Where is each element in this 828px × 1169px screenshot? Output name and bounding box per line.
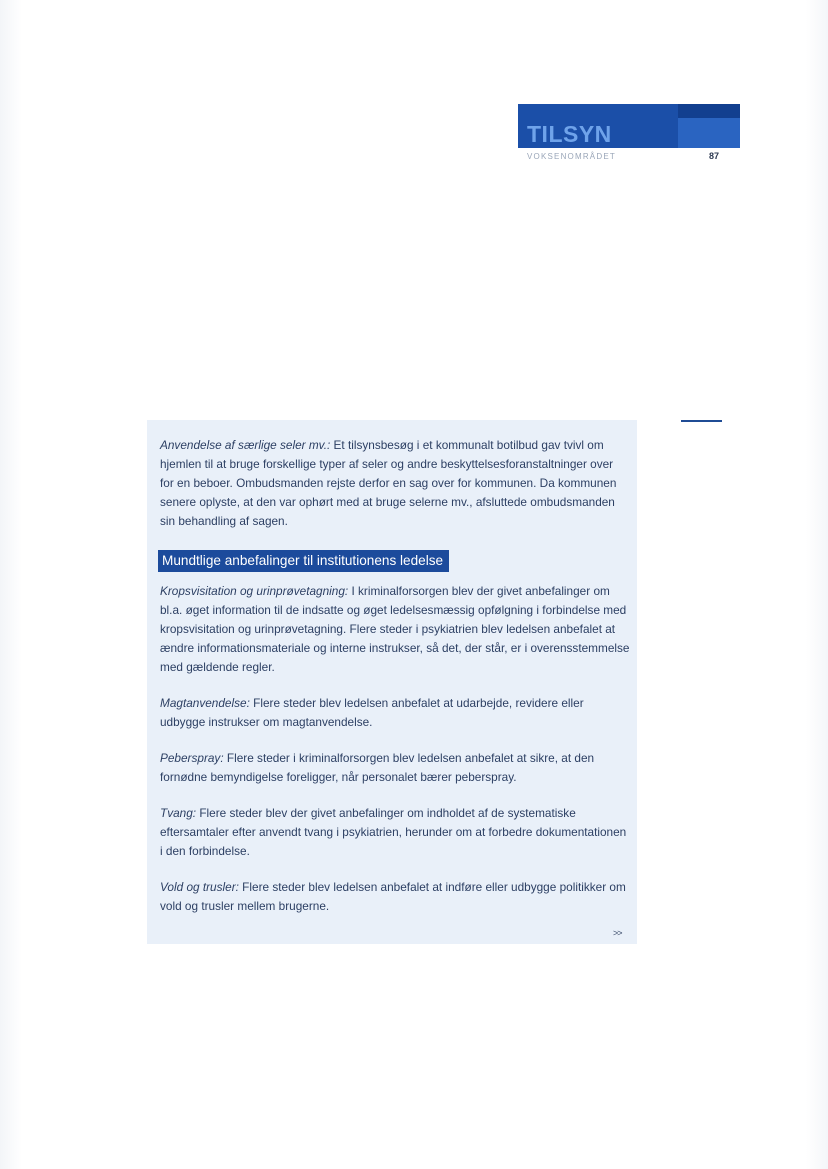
item-text: Flere steder blev der givet anbefalinger om indholdet af de systematiske eftersamtaler efter anvendt tvang i psykiatrien, herunder om at forbedre dokumentationen i den forbindelse. [160, 806, 627, 858]
spacer [160, 787, 630, 804]
item-text: Flere steder blev ledelsen anbefalet at udarbejde, revidere eller udbygge instrukser om magtanvendelse. [160, 696, 584, 729]
list-item [160, 694, 630, 732]
info-box-content [160, 436, 630, 916]
item-label: Kropsvisitation og urinprøvetagning: [160, 584, 349, 598]
intro-label: Anvendelse af særlige seler mv.: [160, 438, 331, 452]
item-text: Flere steder i kriminalforsorgen blev ledelsen anbefalet at sikre, at den fornødne bemyndigelse foreligger, når personalet bærer peberspray. [160, 751, 595, 784]
intro-paragraph [160, 436, 630, 531]
margin-rule [681, 420, 722, 422]
spacer [160, 861, 630, 878]
section-heading: Mundtlige anbefalinger til institutionens ledelse [158, 550, 449, 572]
list-item [160, 804, 630, 861]
header-tab-stripe-top [678, 104, 740, 118]
continue-marker: >> [613, 928, 622, 938]
list-item [160, 582, 630, 677]
section-title: TILSYN [527, 121, 612, 147]
item-label: Tvang: [160, 806, 197, 820]
list-item [160, 878, 630, 916]
section-subtitle: VOKSENOMRÅDET [527, 152, 616, 161]
item-label: Magtanvendelse: [160, 696, 250, 710]
list-item [160, 749, 630, 787]
item-text: Flere steder blev ledelsen anbefalet at indføre eller udbygge politikker om vold og trusler mellem brugerne. [160, 880, 626, 913]
spacer [160, 531, 630, 550]
item-label: Vold og trusler: [160, 880, 239, 894]
intro-text: Et tilsynsbesøg i et kommunalt botilbud gav tvivl om hjemlen til at bruge forskellige typer af seler og andre beskyttelsesforanstaltninger over for en beboer. Ombudsmanden rejste derfor en sag over for kommunen. Da kommunen senere oplyste, at den var ophørt med at bruge selerne mv., afsluttede ombudsmanden sin behandling af sagen. [160, 438, 617, 528]
spacer [160, 732, 630, 749]
page-number: 87 [709, 151, 720, 161]
item-label: Peberspray: [160, 751, 224, 765]
item-text: I kriminalforsorgen blev der givet anbefalinger om bl.a. øget information til de indsatte og øget ledelsesmæssig opfølgning i forbindelse med kropsvisitation og urinprøvetagning. Flere steder i psykiatrien blev ledelsen anbefalet at ændre informationsmateriale og interne instrukser, så det, der står, er i overensstemmelse med gældende regler. [160, 584, 630, 674]
spacer [160, 677, 630, 694]
